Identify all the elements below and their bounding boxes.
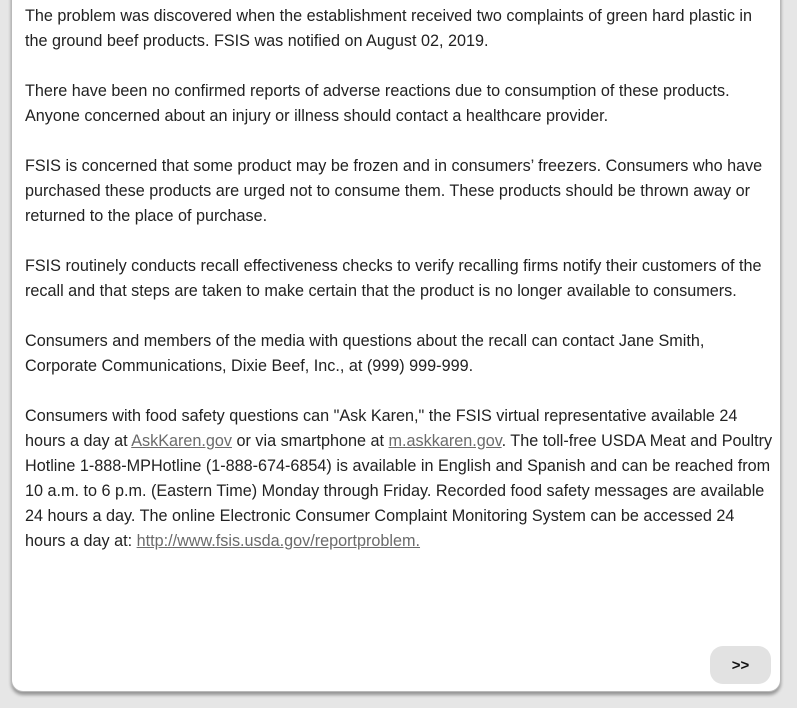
paragraph-text: . The toll-free USDA Meat and Poultry Hotline 1-888-MPHotline (1-888-674-6854) is available in English and Spanish and can be reached from 10 a.m. to 6 p.m. (Eastern Time) Monday through Friday. Recorded food safety messages are available 24 hours a day. The online Electronic Consumer Complaint Monitoring System can be accessed 24 hours a day at: — [25, 432, 773, 550]
report-problem-link[interactable]: http://www.fsis.usda.gov/reportproblem. — [136, 532, 421, 550]
article-body — [25, 4, 777, 579]
askkaren-link[interactable]: AskKaren.gov — [131, 432, 232, 450]
next-button[interactable]: >> — [710, 646, 771, 684]
paragraph-food-safety-questions — [25, 404, 777, 554]
paragraph-adverse-reactions: There have been no confirmed reports of adverse reactions due to consumption of these products. Anyone concerned about an injury or illness should contact a healthcare provider. — [25, 82, 730, 125]
paragraph-text: or via smartphone at — [231, 432, 389, 450]
paragraph-discovery: The problem was discovered when the establishment received two complaints of green hard plastic in the ground beef products. FSIS was notified on August 02, 2019. — [25, 7, 753, 50]
paragraph-text: Consumers with food safety questions can "Ask Karen," the FSIS virtual representative available 24 hours a day at — [25, 407, 738, 450]
m-askkaren-link[interactable]: m.askkaren.gov — [388, 432, 502, 450]
paragraph-media-contact: Consumers and members of the media with questions about the recall can contact Jane Smith, Corporate Communications, Dixie Beef, Inc., at (999) 999-999. — [25, 332, 705, 375]
paragraph-frozen-product: FSIS is concerned that some product may be frozen and in consumers’ freezers. Consumers who have purchased these products are urged not to consume them. These products should be thrown away or returned to the place of purchase. — [25, 157, 763, 225]
content-panel — [11, 0, 781, 692]
paragraph-effectiveness-checks: FSIS routinely conducts recall effectiveness checks to verify recalling firms notify their customers of the recall and that steps are taken to make certain that the product is no longer available to consumers. — [25, 257, 762, 300]
